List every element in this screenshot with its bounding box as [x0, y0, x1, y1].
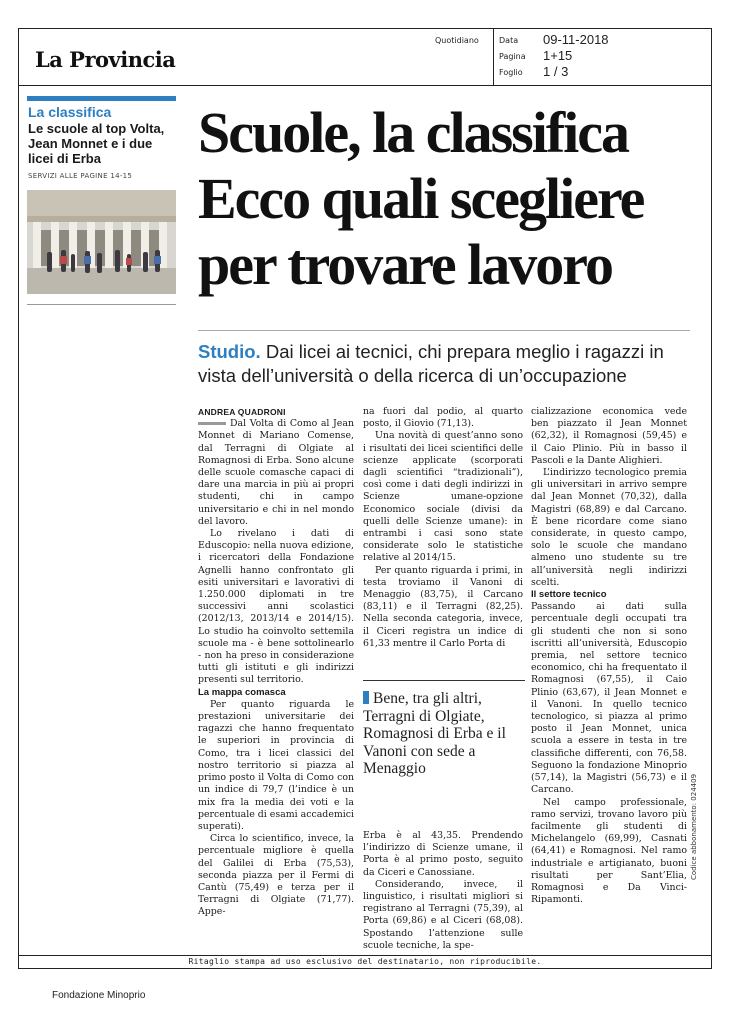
source-label: Fondazione Minoprio [52, 990, 146, 1001]
headline-line-1: Scuole, la classifica [198, 100, 629, 165]
subhead-kicker: Studio. [198, 341, 261, 362]
article-column-1 [198, 406, 354, 919]
article-paragraph: Dal Volta di Como al Jean Monnet di Mariano Comense, dal Terragni di Olgiate al Romagnosi di Erba. Sono alcune delle scuole comasche capaci di dare una marcia in più ai propri studenti, chi in campo universitario e chi in nel mondo del lavoro. [198, 418, 354, 527]
article-column-2 [363, 406, 523, 650]
newspaper-logo: La Provincia [35, 47, 176, 72]
pullquote-rule [363, 680, 525, 681]
section-subheading: Il settore tecnico [531, 589, 607, 601]
article-column-2-continued [363, 830, 523, 952]
article-paragraph: Una novità di quest’anno sono i risultati dei licei scientifici delle scienze applicate (scorporati dagli scientifici “tradizionali”), così come i dati degli indirizzi in Scienze umane-opzione Economico sociale (divisi da quelli delle Scienze umane): in entrambi i casi sono state considerate solo le statistiche relative al 2014/15. [363, 430, 523, 564]
promo-page-reference: SERVIZI ALLE PAGINE 14-15 [28, 172, 133, 180]
article-paragraph: L’indirizzo tecnologico premia gli universitari in arrivo sempre dal Jean Monnet (70,32), dalla Magistri (68,89) e dal Carcano. È bene ricordare come siano considerate, in questo campo, solo le scuole che mandano almeno uno studente su tre all’università negli indirizzi scelti. [531, 467, 687, 588]
article-paragraph: Nel campo professionale, ramo servizi, trovano lavoro più facilmente gli studenti di Michelangelo (69,99), Casnati (64,41) e Romagnosi. Nel ramo industriale e artigianato, buoni risultati per Sant’Elia, Romagnosi e Da Vinci-Ripamonti. [531, 796, 687, 906]
pull-quote: Bene, tra gli altri, Terragni di Olgiate, Romagnosi di Erba e il Vanoni con sede a Menaggio [363, 690, 506, 777]
article-paragraph: Passando ai dati sulla percentuale degli occupati tra gli studenti che non si sono iscritti all’università, Eduscopio premia, nel settore tecnico economico, chi ha frequentato il Romagnosi (67,55), il Caio Plinio (63,67), il Jean Monnet e il Vanoni. In quello tecnico tecnologico, si piazza al primo posto il Jean Monnet, unica scuola a essere in testa in tre classifiche differenti, con 76,58. Seguono la fondazione Minoprio (57,14), la Magistri (56,73) e il Carcano. [531, 601, 687, 796]
page-label: Pagina [499, 52, 526, 61]
promo-kicker: La classifica [28, 104, 112, 120]
copyright-note: Ritaglio stampa ad uso esclusivo del destinatario, non riproducibile. [188, 957, 542, 966]
article-column-3 [531, 406, 687, 906]
section-subheading: La mappa comasca [198, 686, 286, 698]
article-paragraph: na fuori dal podio, al quarto posto, il Giovio (71,13). [363, 406, 523, 430]
page-value: 1+15 [543, 48, 573, 63]
article-paragraph: Considerando, invece, il linguistico, i risultati migliori si registrano al Terragni (75,39), al Porta (69,86) e al Ciceri (68,08). Spostando l’attenzione sulle scuole tecniche, la spe- [363, 878, 523, 951]
header-divider [493, 29, 494, 85]
headline-line-2: Ecco quali scegliere [198, 166, 644, 231]
article-paragraph: Lo rivelano i dati di Eduscopio: nella nuova edizione, i ricercatori della Fondazione Agnelli hanno confrontato gli esiti universitari e lavorativi di 1.250.000 diplomati in tre successivi anni scolastici (2012/13, 2013/14 e 2014/15). Lo studio ha coinvolto settemila scuole ma - è bene sottolinearlo - non ha preso in considerazione tutti gli istituti e gli indirizzi presenti sul territorio. [198, 528, 354, 686]
subhead-text: Dai licei ai tecnici, chi prepara meglio i ragazzi in vista dell’università o della ricerca di un’occupazione [198, 341, 664, 386]
headline-rule [198, 330, 690, 331]
subheadline [198, 340, 698, 388]
article-paragraph: Circa lo scientifico, invece, la percentuale migliore è quella del Galilei di Erba (75,53), seconda piazza per il Fermi di Cantù (75,49) e terza per il Terragni di Olgiate (71,77). Appe- [198, 833, 354, 918]
article-paragraph: Erba è al 43,35. Prendendo l’indirizzo di Scienze umane, il Porta è al primo posto, seguito da Ciceri e Canossiane. [363, 830, 523, 878]
article-paragraph: cializzazione economica vede ben piazzato il Jean Monnet (62,32), il Romagnosi (59,45) e il Caio Plinio. Più in basso il Pascoli e la Dante Alighieri. [531, 406, 687, 466]
sheet-label: Foglio [499, 68, 523, 77]
headline-line-3: per trovare lavoro [198, 232, 612, 297]
promo-accent-bar [27, 96, 176, 101]
byline: ANDREA QUADRONI [198, 407, 286, 417]
date-label: Data [499, 36, 519, 45]
promo-title: Le scuole al top Volta, Jean Monnet e i due licei di Erba [28, 121, 165, 166]
article-paragraph: Per quanto riguarda i primi, in testa troviamo il Vanoni di Menaggio (83,75), il Carcano (83,11) e il Terragni (82,25). Nella seconda categoria, invece, il Ciceri registra un indice di 61,33 mentre il Carlo Porta di [363, 564, 523, 649]
publication-frequency: Quotidiano [435, 36, 479, 45]
main-headline [198, 100, 698, 298]
sheet-value: 1 / 3 [543, 64, 569, 79]
promo-divider [27, 304, 176, 305]
clipping-header [18, 28, 712, 86]
subscription-code: Codice abbonamento: 024409 [690, 773, 698, 880]
date-value: 09-11-2018 [543, 32, 609, 47]
byline-rule [198, 422, 226, 425]
article-paragraph: Per quanto riguarda le prestazioni universitarie dei ragazzi che hanno frequentato le superiori in provincia di Como, tra i licei classici del nostro territorio si piazza al primo posto il Volta di Como con un indice di 79,7 (l’indice è un mix fra la media dei voti e la percentuale di esami accademici superati). [198, 698, 354, 832]
pullquote-marker [363, 691, 369, 704]
school-photo [27, 190, 176, 294]
